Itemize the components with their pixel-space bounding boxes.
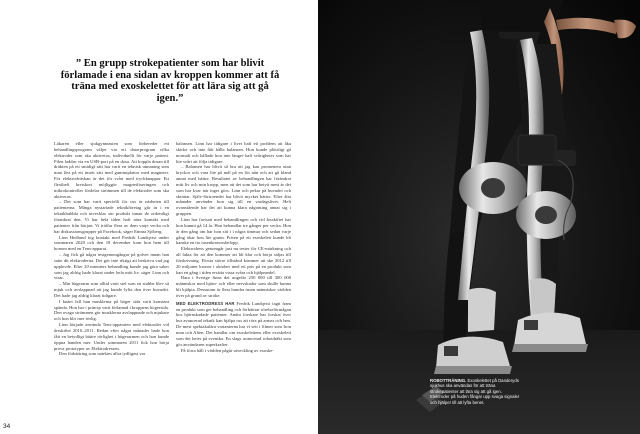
paragraph: I knäet fall han musklerna på höger sida varit konstant spända. Hon har i princip varit förlamad i kroppens högersida. Den ovaga strömmen gör musklerna avslappnade och mjukare och hon blir mer rörlig. [54,298,169,322]
paragraph: På förra håll i världen pågår utveckling av exoske- [181,347,274,353]
caption-text: Exoskelettet på Danderyds sjukhus ska användas för att träna strokepatienter att lära sig att gå igen. Elektroder på huden fångar upp svaga signaler och hjälper till att lyfta benet. [430,378,520,405]
paragraph-text: Fredrik Lundqvist tagit fram en produkt som ger behandling och förbättrar rörelseförmågan hos hjärnskadade patienter. Andra forskare har forskat över hur avancerad teknik kan hjälpa oss att röra på armar och ben. De mest spektakulära varianterna har vi sett i filmer som Iron man och Alien. Det handlar om exoskelettens eller exoskelett som det heter på svenska. En slags avancerad robotdräkt som gör användaren superkrafter. [176,300,291,347]
paragraph: Linn började använda Tens-apparaten med elektroder vid årsskiftet 2010–2011. Redan efter några månader hade hon fått en betydligt bättre rörlighet i högerarmen och hon kunde öppna handen mer. Under sommaren 2011 fick hon börja prova prototyper av Elektrodressen. [54,322,169,351]
paragraph: Linn Hedlund tog kontakt med Fredrik Lundqvist under sommaren 2020 och den 18 december kom hon hem till honom med en Tens-apparat. [54,234,169,252]
paragraph: – Jag fick gå några testgenomgångar på golvet innan han satte dit elektroderna. Det gör inte riktigt att beskriva vad jag upplevde. Efter 20 minuters behandling kunde jag göra saker som jag aldrig hade klarat under hela mitt liv, säger Linn och visar. [54,252,169,281]
paragraph: balansen. Linn har tidigare i livet haft ett problem att åka skidor och inte fått hålla balansen. Hon kunde plötsligt gå normalt och hållade hon inte längre haft svårigheter som har lite svårt att följa tidigare. [176,141,291,164]
caption-kicker: ROBOTTRÄNING. [430,378,467,383]
paragraph: Linn har fortsatt med behandlingen och vid årsskiftet har hon hunnit gå 14 år. Hon behandlar tre gånger per vecka. Hon är den gång om har hon sitt i i några timmar och sedan varje gång ökar hon lite grann. Prisen på ett exoskelett kunde bli kanske en tio tusenkronorsbelopp. [176,216,291,246]
paragraph: – Det som har varit speciellt för oss är närheten till patienterna. Många nystartade teknikföretag går in i en teknikbubbla och utvecklar sin produkt innan de ordentligt förankrat den. Vi har hela tiden haft nära kontakt med patienter från början. Vi träffar flera av dem varje vecka och har diskussionsgrupper på Facebook, säger Emma Sjöberg. [54,199,169,234]
exoskeleton-photo [318,0,640,434]
paragraph: Bara i Sverige finns det ungefär 250 000 till 300 000 människor med hjärn- och eller nervskador som skulle kunna bli hjälpta. Dessutom är flera hundra tusen människor världen över på grund av stroke. [176,275,291,298]
page-number: 34 [3,423,11,430]
paragraph: Läkaren eller sjukgymnasten som förbereder ett behandlingsprogram väljer via ett datorprogram vilka elektroder som ska aktiveras, individuellt för varje patient. Filen laddas via en USB-port på en dosa. Att koppla dosan till dräkten på ett smidigt sätt har varit en teknisk utmaning som man löst på ett insett sätt med gummiplattor med magneter. För elektrodväskan är det för svårt med tryckknappar. Ett flexibelt kretskort möjliggör magnetfixeringen och mikrokontroller fördelar strömmen till de elektroder som ska aktiveras. [54,141,169,199]
paragraph [176,301,291,348]
pull-quote: ” En grupp strokepatienter som har blivit förlamade i ena sidan av kroppen kommer att få träna med exoskelettet för att lära sig att gå igen.” [60,58,280,104]
section-kicker: MED ELEKTRODRESS HAR [176,300,235,306]
body-column-right [176,141,291,353]
paragraph: Den förbättring som märktes allra tydligast var [59,351,146,357]
paragraph: – Balansen har blivit så bra att jag kan promenera utan kryckor och vara lite på mål på en lös nån och att gå bland annat med bättre. Resultatet av behandlingen har förändrat mitt liv och min kropp, men att det som har betytt mest är det som har kvar när inget görs. Linn och pekar på huvudet och skrattar. Själv-förtroendet har blivit mycket bättre. Efter åtta månader använder hon sig till en vardagslivet. Helt ovanstående har det att kunna klara någonting annat sig i gruppen. [176,164,291,217]
paragraph: Elektrodress genomgår just nu tester för CE-märkning och all fakta för att den kommer att bli klar och börja säljas till förskrivning. Första större tillstånd kommer att ske 2012 till 20 miljoner kronor i oktober med ett pris på en produkt som kan en gång i tiden ersätta vissa svåra och hjälpmedel. [176,246,291,275]
photo-caption [430,378,520,405]
body-column-left [54,141,169,357]
paragraph: – Min högerarm som alltid varit stel som en stubbe blev så mjuk och avslappnad att jag kunde lyfta den över huvudet. Det hade jag aldrig klarat tidigare. [54,281,169,298]
